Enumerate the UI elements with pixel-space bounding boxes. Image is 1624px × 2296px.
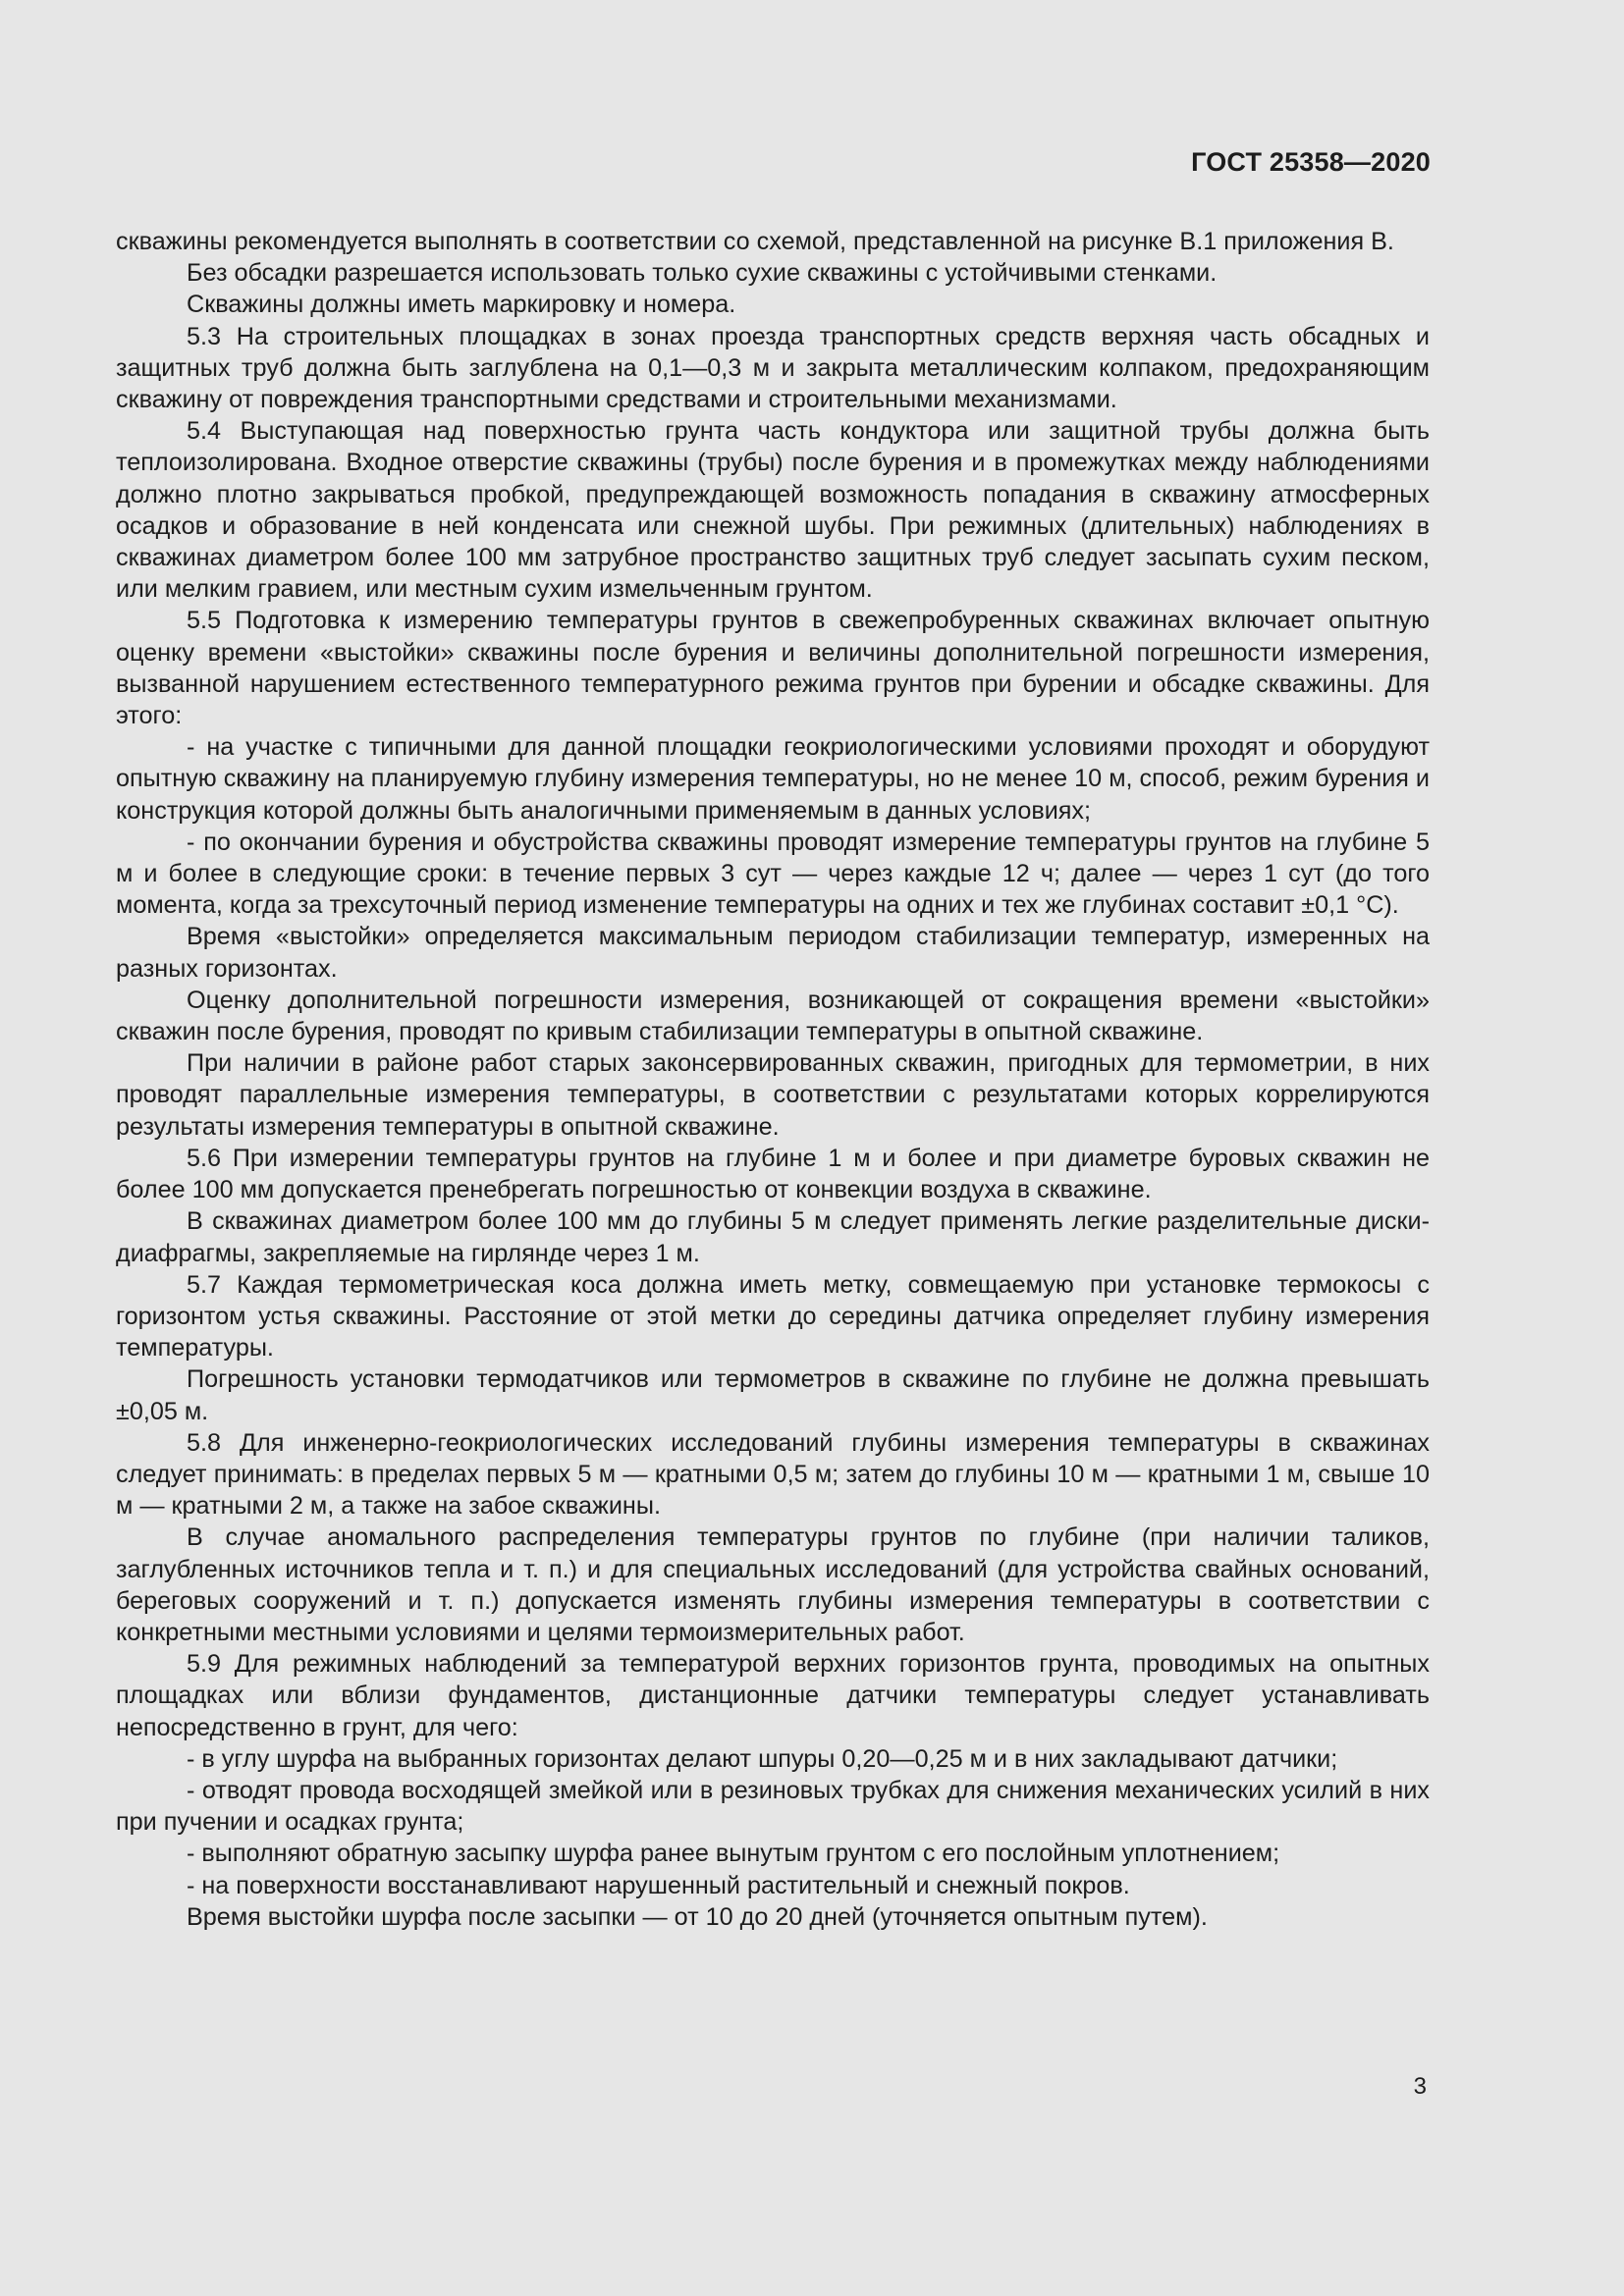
clause-5-7: 5.7 Каждая термометрическая коса должна иметь метку, совмещаемую при установке термокосы с горизонтом устья скважины. Расстояние от этой метки до середины датчика определяет глубину измерения температуры. — [116, 1270, 1430, 1362]
standard-header: ГОСТ 25358—2020 — [1191, 147, 1431, 177]
list-item: - по окончании бурения и обустройства скважины проводят измерение температуры грунтов на глубине 5 м и более в следующие сроки: в течение первых 3 сут — через каждые 12 ч; далее — через 1 сут (до того момента, когда за трехсуточный период изменение температуры на одних и тех же глубинах составит ±0,1 °С). — [116, 828, 1430, 920]
paragraph: В случае аномального распределения температуры грунтов по глубине (при наличии таликов, заглубленных источников тепла и т. п.) и для специальных исследований (для устройства свайных оснований, береговых сооружений и т. п.) допускается изменять глубины измерения температуры в соответствии с конкретными местными условиями и целями термоизмерительных работ. — [116, 1523, 1430, 1646]
paragraph: Скважины должны иметь маркировку и номера. — [187, 291, 736, 319]
document-body — [116, 226, 1430, 1933]
paragraph: Без обсадки разрешается использовать только сухие скважины с устойчивыми стенками. — [187, 259, 1218, 288]
list-item: - на поверхности восстанавливают нарушенный растительный и снежный покров. — [187, 1871, 1130, 1899]
clause-5-5: 5.5 Подготовка к измерению температуры грунтов в свежепробуренных скважинах включает опытную оценку времени «выстойки» скважины после бурения и величины дополнительной погрешности измерения, вызванной нарушением естественного температурного режима грунтов при бурении и обсадке скважины. Для этого: — [116, 607, 1430, 730]
clause-5-3: 5.3 На строительных площадках в зонах проезда транспортных средств верхняя часть обсадных и защитных труб должна быть заглублена на 0,1—0,3 м и закрыта металлическим колпаком, предохраняющим скважину от повреждения транспортными средствами и строительными механизмами. — [116, 322, 1430, 414]
list-item: - выполняют обратную засыпку шурфа ранее вынутым грунтом с его послойным уплотнением; — [187, 1840, 1280, 1868]
paragraph: Время «выстойки» определяется максимальным периодом стабилизации температур, измеренных на разных горизонтах. — [116, 923, 1430, 983]
list-item: - в углу шурфа на выбранных горизонтах делают шпуры 0,20—0,25 м и в них закладывают датчики; — [187, 1744, 1338, 1773]
list-item: - отводят провода восходящей змейкой или в резиновых трубках для снижения механических усилий в них при пучении и осадках грунта; — [116, 1776, 1430, 1837]
paragraph: скважины рекомендуется выполнять в соответствии со схемой, представленной на рисунке В.1 приложения В. — [116, 228, 1394, 255]
page-number: 3 — [1413, 2073, 1427, 2100]
clause-5-4: 5.4 Выступающая над поверхностью грунта часть кондуктора или защитной трубы должна быть теплоизолирована. Входное отверстие скважины (трубы) после бурения и в промежутках между наблюдениями должно плотно закрываться пробкой, предупреждающей возможность попадания в скважину атмосферных осадков и образование в ней конденсата или снежной шубы. При режимных (длительных) наблюдениях в скважинах диаметром более 100 мм затрубное пространство защитных труб следует засыпать сухим песком, или мелким гравием, или местным сухим измельченным грунтом. — [116, 417, 1430, 604]
paragraph: В скважинах диаметром более 100 мм до глубины 5 м следует применять легкие разделительные диски-диафрагмы, закрепляемые на гирлянде через 1 м. — [116, 1207, 1430, 1267]
list-item: - на участке с типичными для данной площадки геокриологическими условиями проходят и оборудуют опытную скважину на планируемую глубину измерения температуры, но не менее 10 м, способ, режим бурения и конструкция которой должны быть аналогичными применяемым в данных условиях; — [116, 733, 1430, 825]
clause-5-9: 5.9 Для режимных наблюдений за температурой верхних горизонтов грунта, проводимых на опытных площадках или вблизи фундаментов, дистанционные датчики температуры следует устанавливать непосредственно в грунт, для чего: — [116, 1650, 1430, 1741]
paragraph: При наличии в районе работ старых законсервированных скважин, пригодных для термометрии, в них проводят параллельные измерения температуры, в соответствии с результатами которых коррелируются результаты измерения температуры в опытной скважине. — [116, 1049, 1430, 1141]
paragraph: Время выстойки шурфа после засыпки — от 10 до 20 дней (уточняется опытным путем). — [187, 1902, 1208, 1931]
paragraph: Погрешность установки термодатчиков или термометров в скважине по глубине не должна превышать ±0,05 м. — [116, 1365, 1430, 1425]
clause-5-8: 5.8 Для инженерно-геокриологических исследований глубины измерения температуры в скважинах следует принимать: в пределах первых 5 м — кратными 0,5 м; затем до глубины 10 м — кратными 1 м, свыше 10 м — кратными 2 м, а также на забое скважины. — [116, 1428, 1430, 1521]
clause-5-6: 5.6 При измерении температуры грунтов на глубине 1 м и более и при диаметре буровых скважин не более 100 мм допускается пренебрегать погрешностью от конвекции воздуха в скважине. — [116, 1144, 1430, 1204]
paragraph: Оценку дополнительной погрешности измерения, возникающей от сокращения времени «выстойки» скважин после бурения, проводят по кривым стабилизации температуры в опытной скважине. — [116, 986, 1430, 1046]
